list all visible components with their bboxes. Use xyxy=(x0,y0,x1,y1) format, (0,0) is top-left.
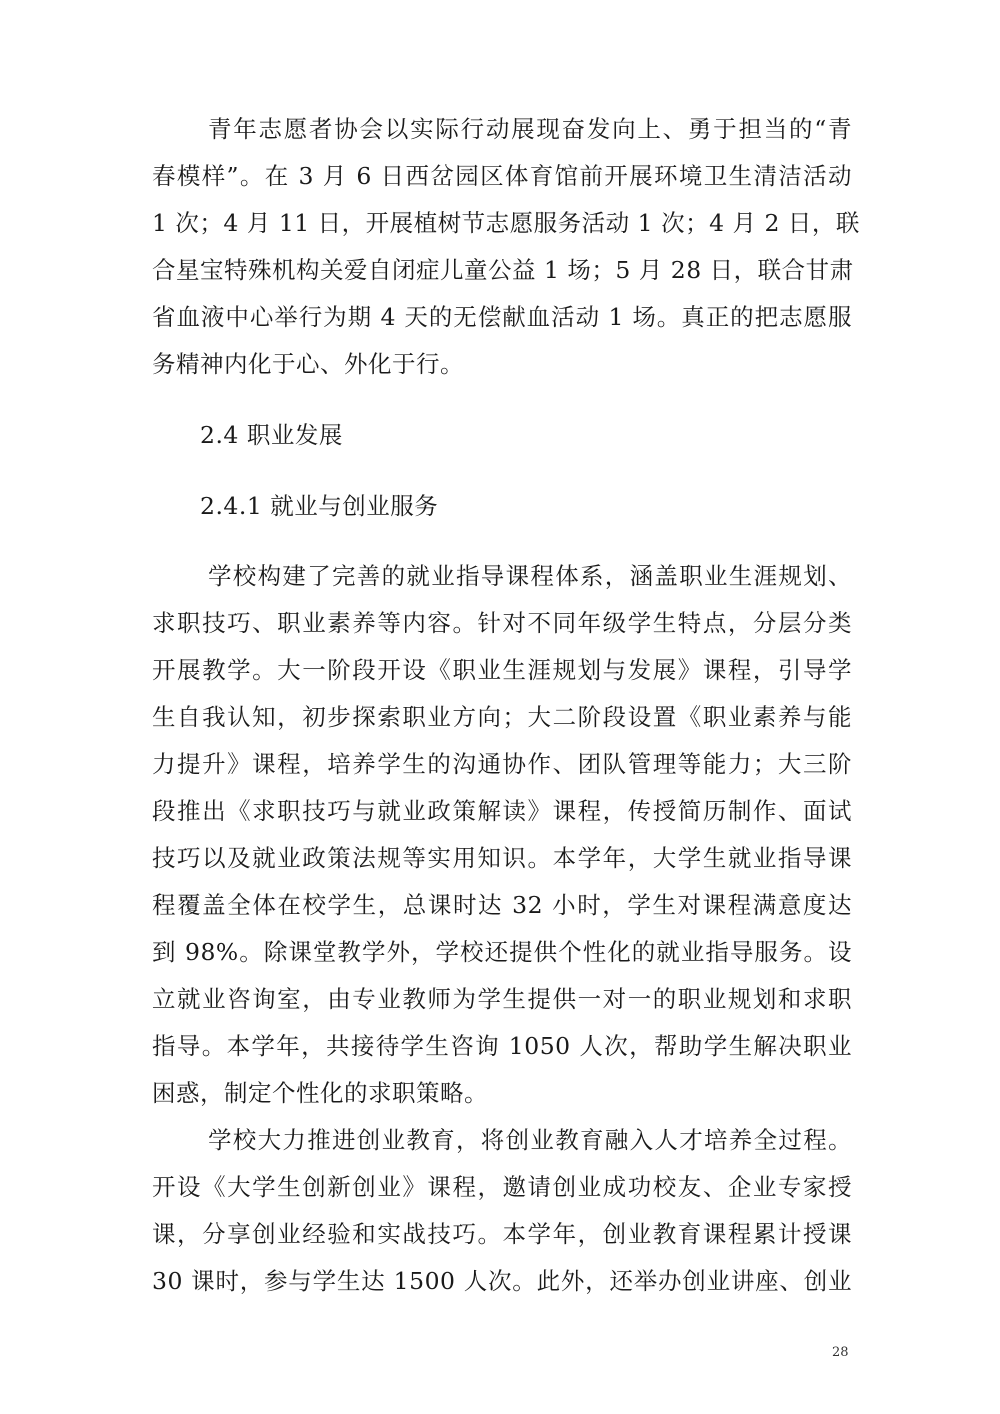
paragraph-line: 30 课时，参与学生达 1500 人次。此外，还举办创业讲座、创业 xyxy=(152,1267,852,1295)
paragraph-line: 开展教学。大一阶段开设《职业生涯规划与发展》课程，引导学 xyxy=(152,656,852,684)
paragraph-line: 课，分享创业经验和实战技巧。本学年，创业教育课程累计授课 xyxy=(152,1220,852,1248)
paragraph-entrepreneurship-education xyxy=(152,1117,852,1305)
paragraph-line: 指导。本学年，共接待学生咨询 1050 人次，帮助学生解决职业 xyxy=(152,1032,852,1060)
paragraph-employment-guidance xyxy=(152,553,852,1117)
paragraph-line: 程覆盖全体在校学生，总课时达 32 小时，学生对课程满意度达 xyxy=(152,891,852,919)
paragraph-line: 开设《大学生创新创业》课程，邀请创业成功校友、企业专家授 xyxy=(152,1173,852,1201)
paragraph-line: 学校大力推进创业教育，将创业教育融入人才培养全过程。 xyxy=(208,1126,852,1154)
section-heading-career-development: 2.4 职业发展 xyxy=(200,421,343,449)
paragraph-line: 1 次；4 月 11 日，开展植树节志愿服务活动 1 次；4 月 2 日，联 xyxy=(152,209,860,237)
subsection-heading-employment-services: 2.4.1 就业与创业服务 xyxy=(200,492,439,520)
paragraph-line: 技巧以及就业政策法规等实用知识。本学年，大学生就业指导课 xyxy=(152,844,852,872)
paragraph-line: 到 98%。除课堂教学外，学校还提供个性化的就业指导服务。设 xyxy=(152,938,852,966)
paragraph-line: 青年志愿者协会以实际行动展现奋发向上、勇于担当的“青 xyxy=(208,115,852,143)
paragraph-line: 合星宝特殊机构关爱自闭症儿童公益 1 场；5 月 28 日，联合甘肃 xyxy=(152,256,854,284)
paragraph-line: 求职技巧、职业素养等内容。针对不同年级学生特点，分层分类 xyxy=(152,609,852,637)
page-number: 28 xyxy=(832,1345,849,1360)
paragraph-line: 春模样”。在 3 月 6 日西岔园区体育馆前开展环境卫生清洁活动 xyxy=(152,162,852,190)
paragraph-line: 立就业咨询室，由专业教师为学生提供一对一的职业规划和求职 xyxy=(152,985,852,1013)
paragraph-line: 务精神内化于心、外化于行。 xyxy=(152,350,464,378)
paragraph-line: 生自我认知，初步探索职业方向；大二阶段设置《职业素养与能 xyxy=(152,703,852,731)
paragraph-volunteer-association xyxy=(152,106,860,388)
paragraph-line: 困惑，制定个性化的求职策略。 xyxy=(152,1079,488,1107)
paragraph-line: 省血液中心举行为期 4 天的无偿献血活动 1 场。真正的把志愿服 xyxy=(152,303,852,331)
paragraph-line: 学校构建了完善的就业指导课程体系，涵盖职业生涯规划、 xyxy=(208,562,852,590)
paragraph-line: 段推出《求职技巧与就业政策解读》课程，传授简历制作、面试 xyxy=(152,797,852,825)
paragraph-line: 力提升》课程，培养学生的沟通协作、团队管理等能力；大三阶 xyxy=(152,750,852,778)
